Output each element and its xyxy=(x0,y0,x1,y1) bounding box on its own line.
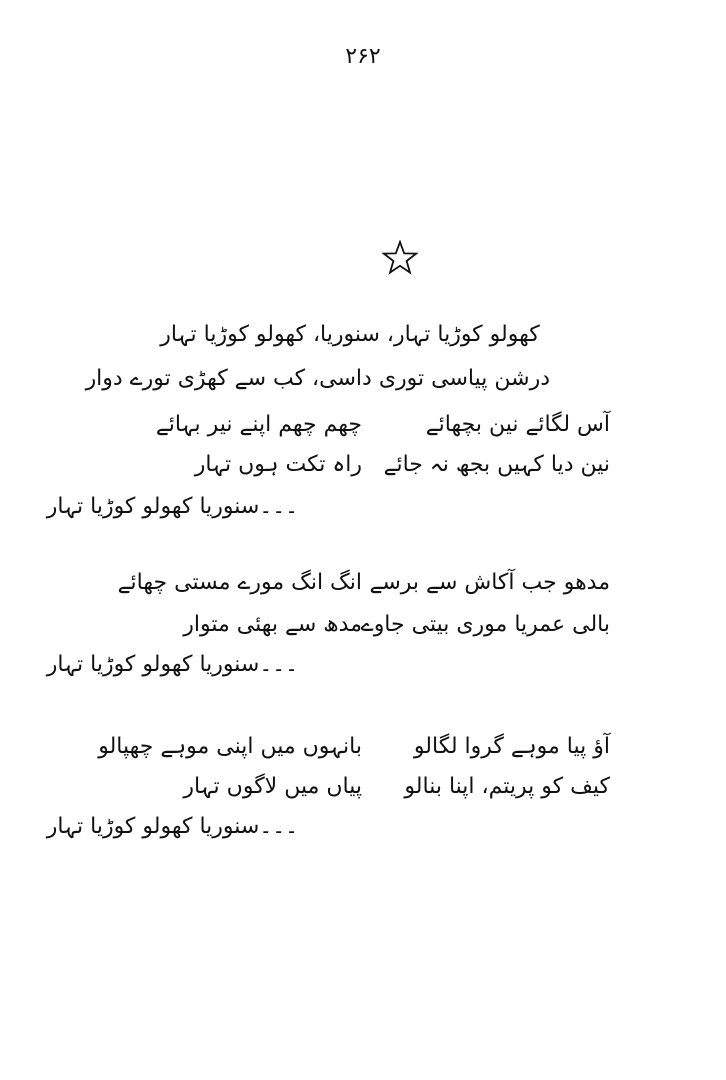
stanza-1-line-2-right: نین دیا کہیں بجھ نہ جائے xyxy=(383,452,610,477)
stanza-2-line-1-right: مدھو جب آکاش سے برسے xyxy=(369,570,610,595)
stanza-1-line-2-left: راہ تکت ہوں تہار xyxy=(194,452,362,477)
stanza-2-refrain: ۔۔۔سنوریا کھولو کوڑیا تہار xyxy=(46,652,298,677)
stanza-1-refrain: ۔۔۔سنوریا کھولو کوڑیا تہار xyxy=(46,494,298,519)
stanza-3-line-1-left: بانہوں میں اپنی موہے چھپالو xyxy=(98,734,362,759)
stanza-1-line-1-right: آس لگائے نین بچھائے xyxy=(425,412,610,437)
stanza-3-line-1-right: آؤ پیا موہے گروا لگالو xyxy=(413,734,610,759)
intro-line-2: درشن پیاسی توری داسی، کب سے کھڑی تورے دوار xyxy=(85,366,550,391)
page-number: ۲۶۲ xyxy=(345,44,381,69)
stanza-2-line-2-right: بالی عمریا موری بیتی جاوے xyxy=(360,612,610,637)
intro-line-1: کھولو کوڑیا تہار، سنوریا، کھولو کوڑیا تہار xyxy=(160,322,540,347)
stanza-2-line-1-left: انگ انگ مورے مستی چھائے xyxy=(117,570,362,595)
stanza-3-line-2-right: کیف کو پریتم، اپنا بنالو xyxy=(404,774,610,799)
stanza-3-line-2-left: پیاں میں لاگوں تہار xyxy=(183,774,362,799)
stanza-1-line-1-left: چھم چھم اپنے نیر بہائے xyxy=(155,412,362,437)
stanza-2-line-2-left: مدھ سے بھئی متوار xyxy=(183,612,362,637)
stanza-3-refrain: ۔۔۔سنوریا کھولو کوڑیا تہار xyxy=(46,814,298,839)
star-ornament-icon xyxy=(382,240,418,276)
